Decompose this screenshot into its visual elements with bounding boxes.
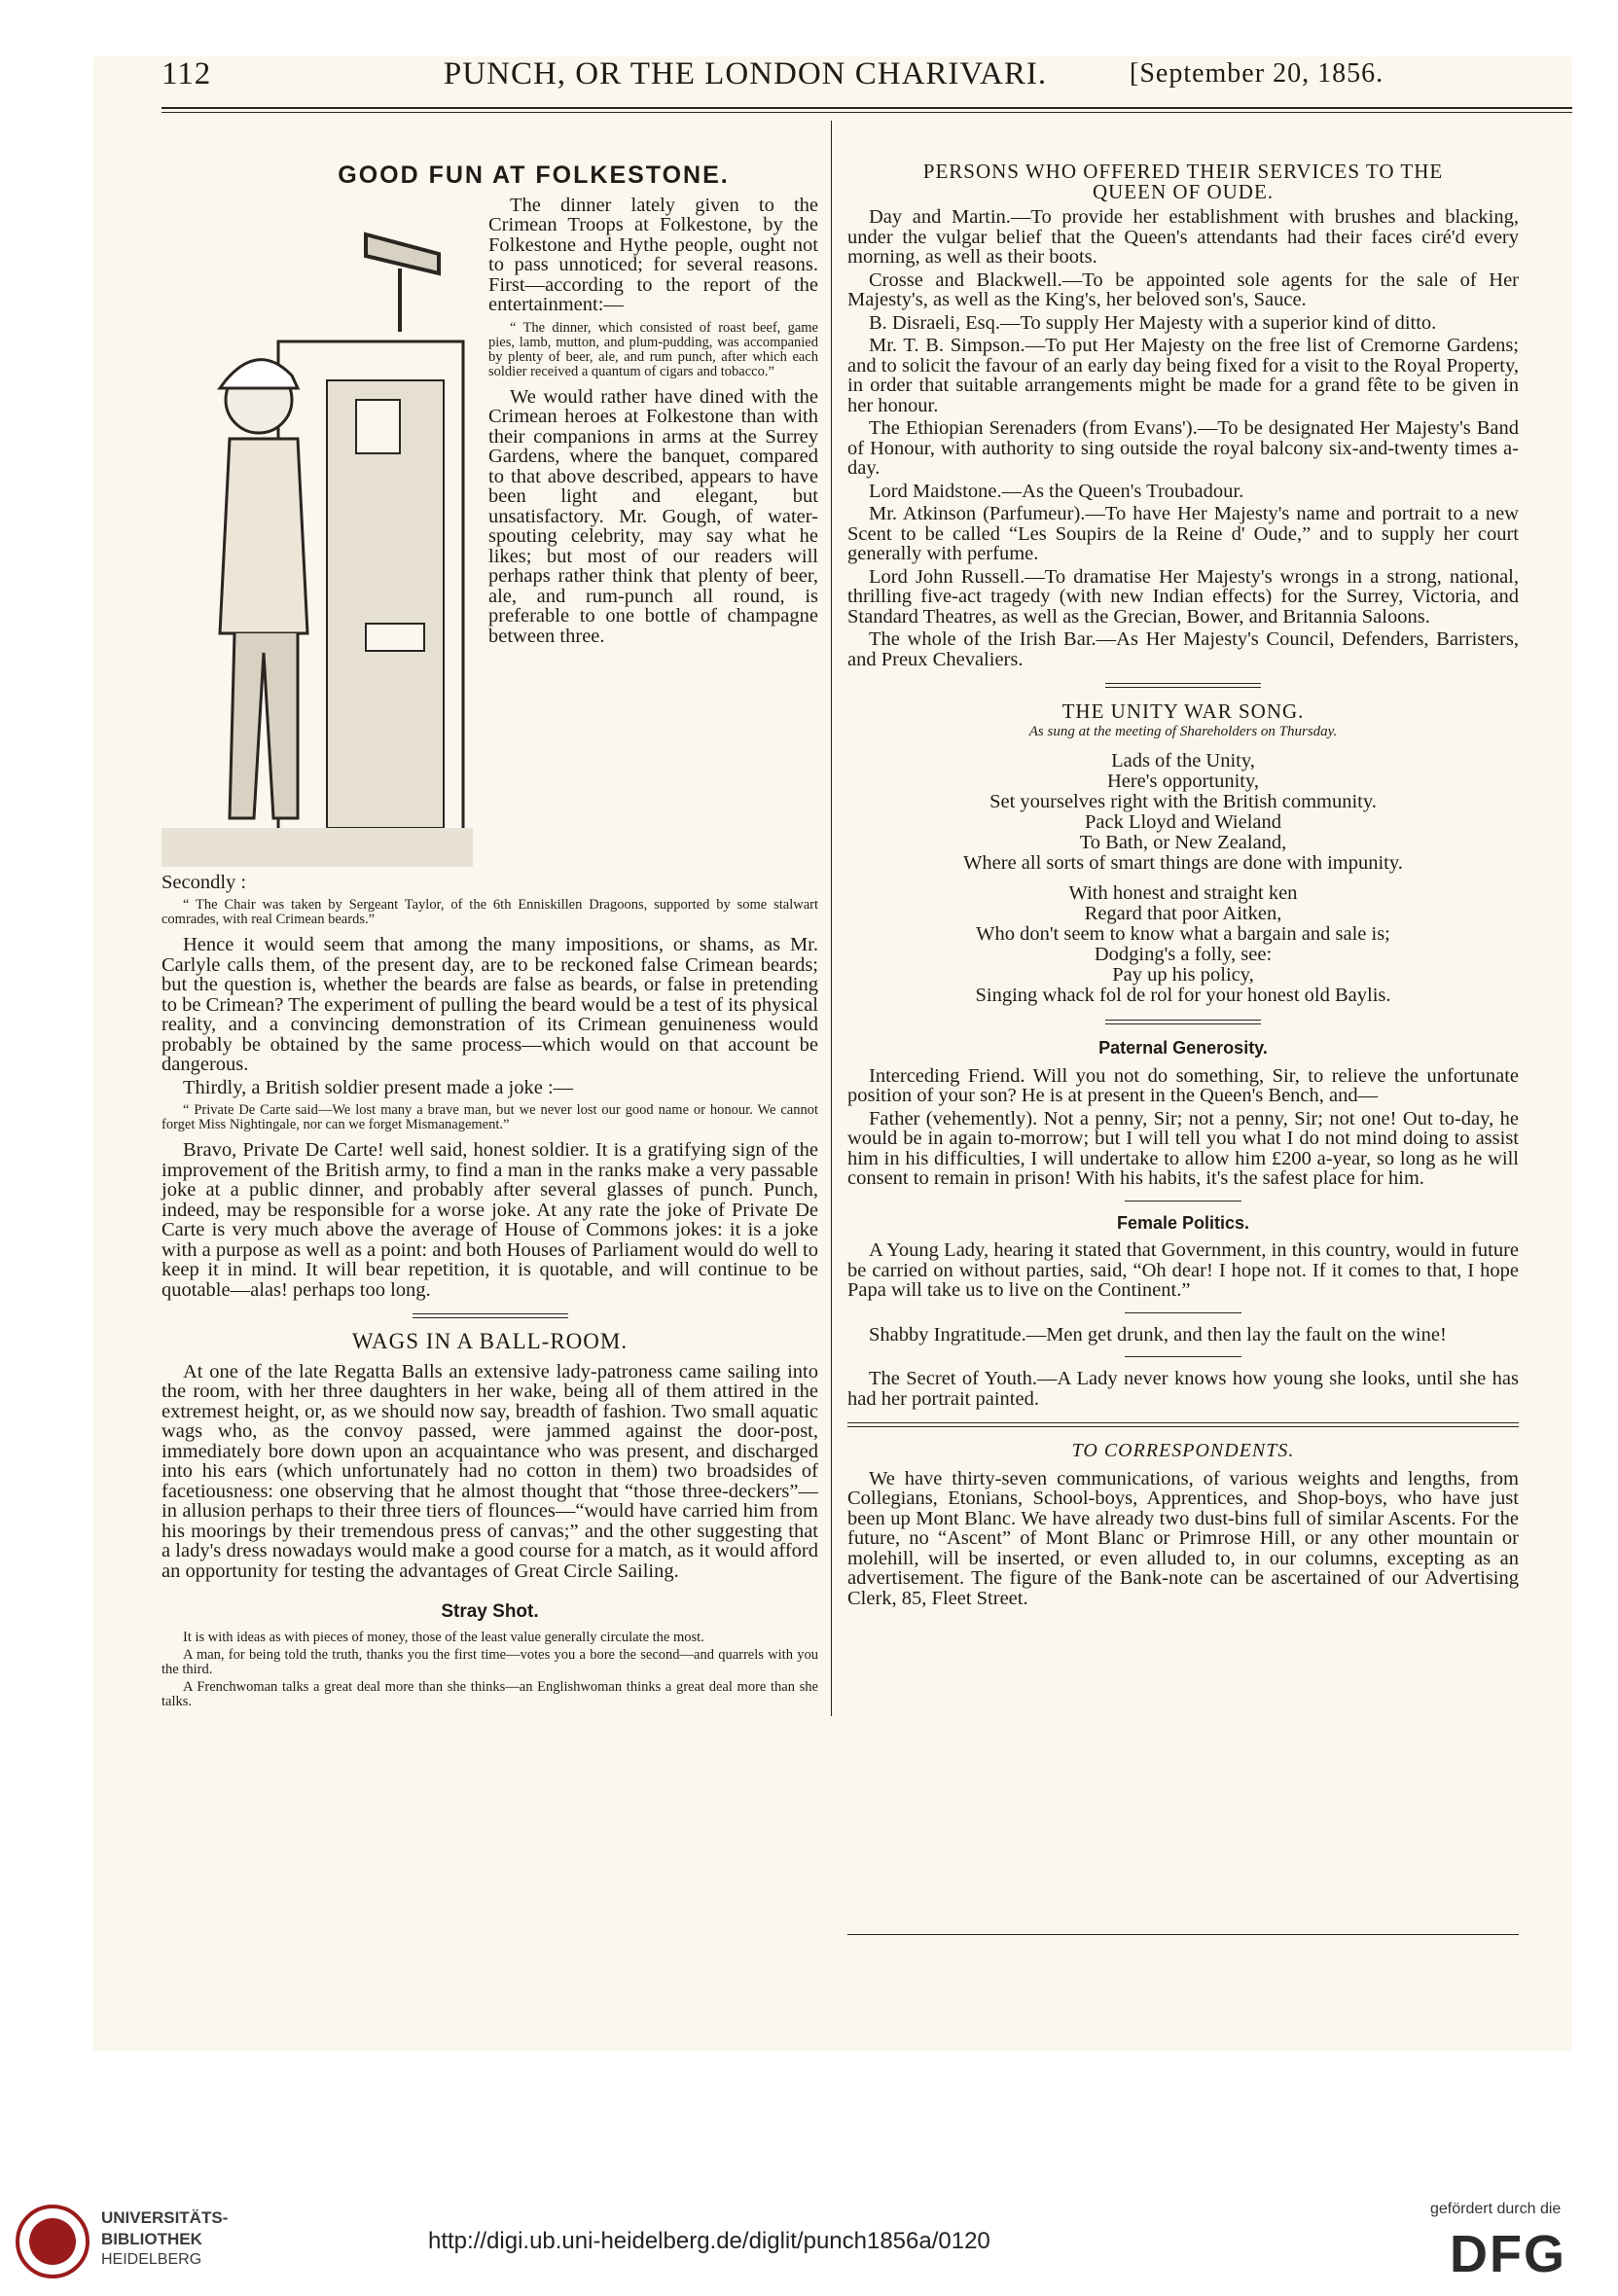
poem-line: Where all sorts of smart things are done with impunity. — [963, 852, 1403, 874]
persons-crosse-blackwell: Crosse and Blackwell.—To be appointed sole agents for the sale of Her Majesty's, as well as the King's, her beloved son's, Sauce. — [847, 269, 1519, 310]
persons-atkinson: Mr. Atkinson (Parfumeur).—To have Her Majesty's name and portrait to a new Scent to be called “Les Soupirs de la Reine d' Oude,” and to supply her court generally with perfume. — [847, 503, 1519, 564]
left-column — [162, 161, 818, 1712]
folkestone-thirdly: Thirdly, a British soldier present made a joke :— — [183, 1076, 574, 1098]
header-rule — [162, 107, 1572, 109]
poem-line: Pay up his policy, — [1112, 964, 1254, 986]
library-seal-icon — [14, 2203, 91, 2280]
header-rule-2 — [162, 112, 1572, 113]
digitization-footer — [0, 2189, 1618, 2296]
persons-maidstone: Lord Maidstone.—As the Queen's Troubadour. — [869, 480, 1244, 502]
poem-line: Pack Lloyd and Wieland — [1084, 811, 1282, 833]
paternal-father: Father (vehemently). Not a penny, Sir; not a penny, Sir; not one! Out to-day, he would be in again to-morrow; but I will tell you what I do not mind doing to assist him in his difficulties, I will undertake to allow him £200 a-year, so long as he will consent to remain in prison! With his habits, it's the safest place for him. — [847, 1107, 1519, 1189]
persons-day-martin: Day and Martin.—To provide her establishment with brushes and blacking, under the vulgar belief that the Queen's attendants had their faces ciré'd every morning, as well as their boots. — [847, 206, 1519, 268]
library-name-2: BIBLIOTHEK — [101, 2230, 202, 2248]
paternal-title: Paternal Generosity. — [1098, 1038, 1268, 1058]
ground-shading — [162, 828, 473, 867]
persons-irish-bar: The whole of the Irish Bar.—As Her Majesty's Council, Defenders, Barristers, and Preux Chevaliers. — [847, 628, 1519, 670]
persons-ethiopian: The Ethiopian Serenaders (from Evans').—To be designated Her Majesty's Band of Honour, with authority to sing outside the royal balcony six-and-twenty times a-day. — [847, 417, 1519, 479]
soldier-body — [220, 439, 307, 633]
persons-simpson: Mr. T. B. Simpson.—To put Her Majesty on the free list of Cremorne Gardens; and to solicit the favour of an early day being fixed for a visit to the Royal Property, in order that suitable arrangements might be made for a grand fête to be given in her honour. — [847, 335, 1519, 416]
section-divider — [1125, 1201, 1241, 1202]
library-name-1: UNIVERSITÄTS- — [101, 2208, 229, 2227]
library-name-3: HEIDELBERG — [101, 2251, 202, 2268]
stray-shot-2: A man, for being told the truth, thanks you the first time—votes you a bore the second—and quarrels with you the third. — [162, 1646, 818, 1677]
poem-line: Set yourselves right with the British community. — [989, 791, 1377, 812]
female-ingratitude: Shabby Ingratitude.—Men get drunk, and then lay the fault on the wine! — [869, 1323, 1447, 1345]
wags-text: At one of the late Regatta Balls an extensive lady-patroness came sailing into the room, with her three daughters in her wake, being all of them attired in the extremest height, or, as we should now say, breadth of fashion. Two small aquatic wags who, as the convoy passed, were jammed against the door-post, immediately bore down upon an acquaintance who was present, and discharged into his ears (which unfortunately had no cotton in them) two broadsides of facetiousness: one observing that he almost thought that “those three-deckers”—in allusion perhaps to their three tiers of flounces—“would have carried him from his moorings by their tremendous press of canvas;” and the other suggesting that a lady's dress nowadays would make a good course for a match, as it would afford an opportunity for testing the advantages of Great Circle Sailing. — [162, 1360, 818, 1582]
section-divider — [1125, 1312, 1241, 1313]
persons-title-line-2: QUEEN OF OUDE. — [1092, 179, 1275, 203]
section-divider — [1105, 683, 1261, 688]
poem-line: Dodging's a folly, see: — [1094, 944, 1273, 965]
section-divider — [847, 1422, 1519, 1427]
source-url[interactable]: http://digi.ub.uni-heidelberg.de/diglit/punch1856a/0120 — [428, 2228, 990, 2254]
dfg-logo: DFG — [1450, 2225, 1566, 2283]
folkestone-para-3: Hence it would seem that among the many impositions, or shams, as Mr. Carlyle calls them, of the present day, are to be reckoned false Crimean beards; but the question is, whether the beards are false as beards, or false in pretending to be Crimean? The experiment of pulling the beard would be a test of its physical reality, and a convincing demonstration of its Crimean genuineness would probably be obtained by the same process—which would on that account be dangerous. — [162, 934, 818, 1075]
poem-line: To Bath, or New Zealand, — [1079, 832, 1287, 853]
notice-box — [356, 400, 400, 453]
stray-shot-1: It is with ideas as with pieces of money, those of the least value generally circulate the most. — [183, 1629, 704, 1645]
page-number: 112 — [162, 56, 212, 91]
poem-line: Here's opportunity, — [1106, 771, 1260, 792]
column-divider — [831, 121, 832, 1716]
soldier-illustration — [162, 196, 473, 867]
folkestone-quote-3: “ Private De Carte said—We lost many a brave man, but we never lost our good name or honour. We cannot forget Miss Nightingale, nor can we forget Mismanagement.” — [162, 1102, 818, 1132]
newspaper-page — [93, 56, 1572, 2051]
issue-date: [September 20, 1856. — [1130, 58, 1384, 89]
poem-line: Who don't seem to know what a bargain and sale is; — [976, 923, 1390, 945]
poem-line: Lads of the Unity, — [1111, 750, 1255, 771]
unity-subtitle: As sung at the meeting of Shareholders on Thursday. — [1028, 723, 1338, 739]
unity-title: THE UNITY WAR SONG. — [1061, 700, 1305, 723]
poem-line: Regard that poor Aitken, — [1084, 903, 1282, 924]
letter-box — [366, 624, 424, 651]
folkestone-para-4: Bravo, Private De Carte! well said, honest soldier. It is a gratifying sign of the improvement of the British army, to find a man in the ranks make a very passable joke at a public dinner, and probably after several glasses of punch. Punch, indeed, may be responsible for a worse joke. At any rate the joke of Private De Carte is very much above the average of House of Commons jokes: it is a joke with a purpose as well as a point: and both Houses of Parliament would do well to keep it in mind. It will bear repetition, it is quotable, and will continue to be quotable—alas! perhaps too long. — [162, 1139, 818, 1301]
poem-line: With honest and straight ken — [1068, 882, 1298, 904]
poem-line: Singing whack fol de rol for your honest old Baylis. — [975, 985, 1391, 1006]
folkestone-quote-1: “ The dinner, which consisted of roast beef, game pies, lamb, mutton, and plum-pudding, was accompanied by plenty of beer, ale, and rum punch, after which each soldier received a quantum of cigars and tobacco.” — [488, 319, 818, 379]
masthead-title: PUNCH, OR THE LONDON CHARIVARI. — [443, 56, 1048, 91]
unity-stanza-2 — [847, 883, 1519, 1006]
folkestone-title: GOOD FUN AT FOLKESTONE. — [338, 161, 730, 189]
persons-russell: Lord John Russell.—To dramatise Her Majesty's wrongs in a strong, national, thrilling five-act tragedy (with new Indian effects) for the Surrey, Victoria, and Standard Theatres, as well as the Grecian, Bower, and Britannia Saloons. — [847, 565, 1519, 628]
section-divider — [1105, 1020, 1261, 1024]
folkestone-quote-2: “ The Chair was taken by Sergeant Taylor, of the 6th Enniskillen Dragoons, supported by some stalwart comrades, with real Crimean beards.” — [162, 897, 818, 927]
persons-title-line-1: PERSONS WHO OFFERED THEIR SERVICES TO THE — [922, 160, 1444, 183]
female-youth: The Secret of Youth.—A Lady never knows how young she looks, until she has had her portrait painted. — [847, 1368, 1519, 1410]
persons-disraeli: B. Disraeli, Esq.—To supply Her Majesty with a superior kind of ditto. — [869, 311, 1437, 334]
funding-note: gefördert durch die — [1430, 2201, 1562, 2217]
folkestone-secondly: Secondly : — [162, 871, 247, 893]
folkestone-para-2: We would rather have dined with the Crimean heroes at Folkestone than with their companions in arms at the Surrey Gardens, where the banquet, compared to that above described, appears to have been light and elegant, but unsatisfactory. Mr. Gough, of water-spouting celebrity, may say what he likes; but most of our readers will perhaps rather think that plenty of beer, ale, and rum-punch all round, is preferable to one bottle of champagne between three. — [488, 385, 818, 647]
correspondents-text: We have thirty-seven communications, of various weights and lengths, from Collegians, Etonians, School-boys, Apprentices, and Shop-boys, who have just been up Mont Blanc. We have already two dust-bins full of similar Ascents. For the future, no “Ascent” of Mont Blanc or Primrose Hill, or any other mountain or molehill, will be inserted, or even alluded to, in our columns, excepting as an advertisement. The figure of the Bank-note can be ascertained of our Advertising Clerk, 85, Fleet Street. — [847, 1467, 1519, 1609]
female-title: Female Politics. — [1116, 1212, 1250, 1233]
wags-title: WAGS IN A BALL-ROOM. — [351, 1329, 629, 1353]
section-divider — [413, 1313, 568, 1318]
right-column — [847, 161, 1519, 1611]
folkestone-intro: The dinner lately given to the Crimean Troops at Folkestone, by the Folkestone and Hythe people, ought not to pass unnoticed; for several reasons. First—according to the report of the entertainment:— — [488, 194, 818, 315]
female-young-lady: A Young Lady, hearing it stated that Government, in this country, would in future be carried on without parties, said, “Oh dear! I hope not. If it comes to that, I hope Papa will take us to live on the Continent.” — [847, 1239, 1519, 1301]
stray-shot-title: Stray Shot. — [441, 1601, 539, 1622]
paternal-friend: Interceding Friend. Will you not do something, Sir, to relieve the unfortunate position of your son? He is at present in the Queen's Bench, and— — [847, 1064, 1519, 1106]
correspondents-title: TO CORRESPONDENTS. — [1071, 1440, 1295, 1461]
stray-shot-3: A Frenchwoman talks a great deal more than she thinks—an Englishwoman thinks a great deal more than she talks. — [162, 1678, 818, 1709]
unity-stanza-1 — [847, 751, 1519, 874]
section-divider — [1125, 1356, 1241, 1357]
bottom-rule — [847, 1934, 1519, 1935]
